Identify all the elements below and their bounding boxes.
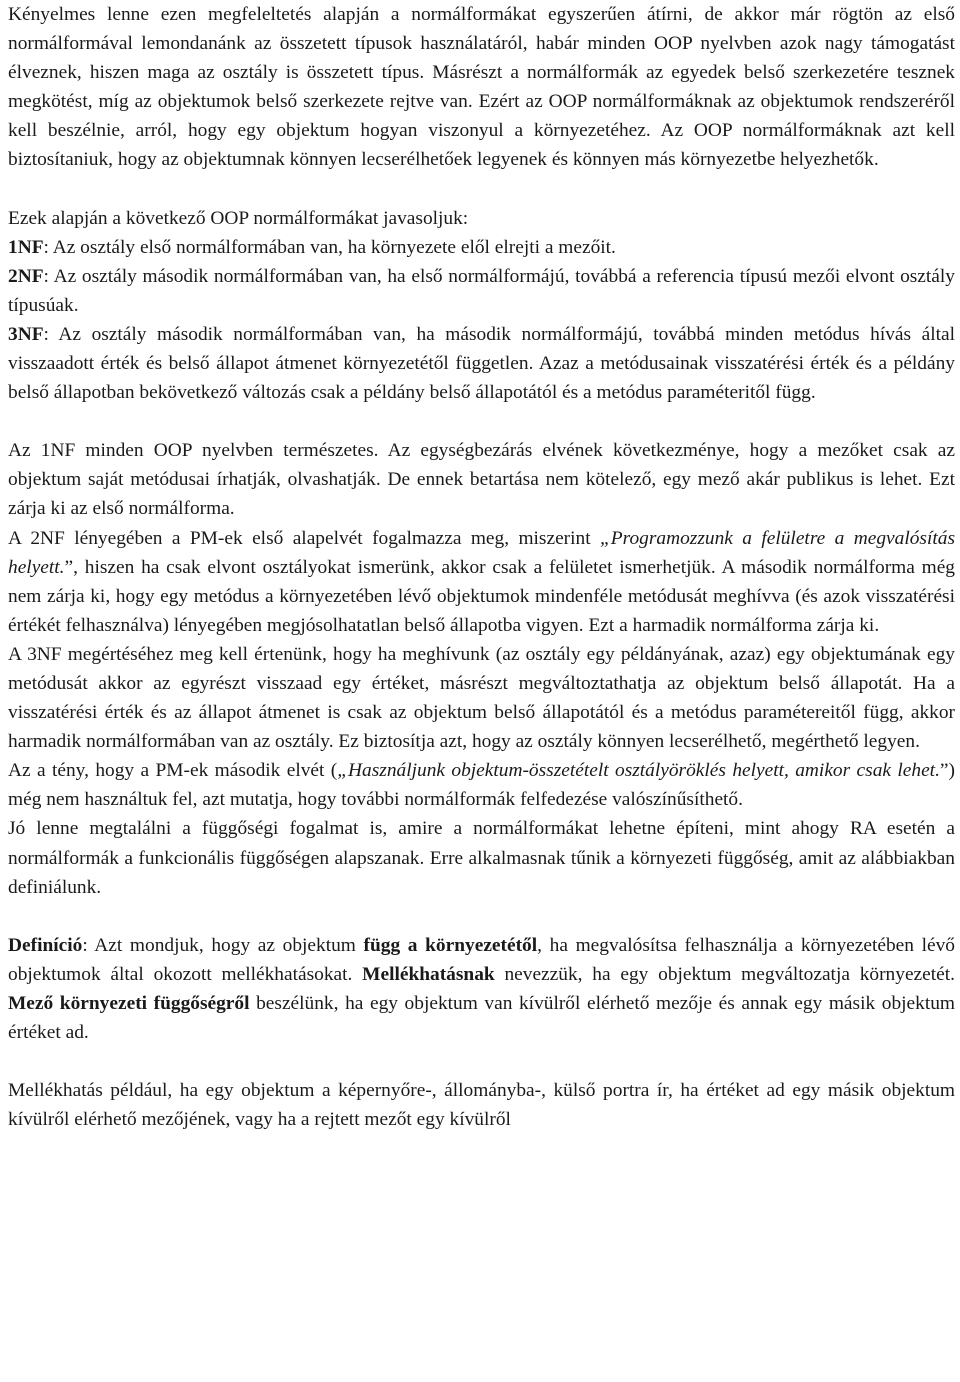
discussion-2-sentence-d: Ezt a harmadik normálforma zárja ki.	[588, 614, 880, 636]
intro-paragraph	[8, 0, 955, 175]
principle-quote-2: „Használjunk objektum-összetételt osztályöröklés helyett, amikor csak lehet.	[337, 760, 940, 782]
discussion-1-sentence-b: Az egységbezárás elvének következménye, hogy a mezőket csak az objektum saját metódusai írhatják, olvashatják.	[8, 440, 955, 491]
intro-sentence-3: Ezért az OOP normálformáknak az objektumok rendszeréről kell beszélnie, arról, hogy egy objektum hogyan viszonyul a környezetéhez.	[8, 91, 955, 142]
spacer	[8, 1047, 955, 1076]
definition-text-4: beszélünk, ha egy objektum van kívülről elérhető mezője és annak egy másik objektum értéket ad.	[8, 992, 955, 1043]
definition-term-side-effect: Mellékhatásnak	[362, 963, 495, 985]
discussion-3-sentence-a: A 3NF megértéséhez meg kell értenünk, hogy ha meghívunk (az osztály egy példányának, azaz) egy objektumának egy metódusát akkor az egyrészt visszaad egy értéket, másrészt megváltoztathatja az objektum belső állapotát.	[8, 643, 955, 694]
nf2-label: 2NF	[8, 265, 44, 287]
discussion-3-sentence-b: Ha a visszatérési érték és az állapot átmenet is csak az objektum belső állapotától és a metódus paramétereitől függ, akkor harmadik normálformában van az osztály.	[8, 672, 955, 753]
nf2-definition	[8, 262, 955, 320]
definition-paragraph	[8, 931, 955, 1047]
discussion-4-sentence-a: Az a tény, hogy a PM-ek második elvét (	[8, 760, 338, 782]
nf1-text: : Az osztály első normálformában van, ha környezete elől elrejti a mezőit.	[43, 236, 616, 258]
spacer	[8, 902, 955, 931]
discussion-3-sentence-c: Ez biztosítja azt, hogy az osztály könnyen lecserélhető, megérthető legyen.	[338, 731, 920, 753]
discussion-1-sentence-c: De ennek betartása nem kötelező, egy mező akár publikus is lehet.	[387, 469, 923, 491]
discussion-paragraph-5	[8, 814, 955, 901]
discussion-2-sentence-b: ”, hiszen ha csak elvont osztályokat ismerünk, akkor csak a felületet ismerhetjük.	[64, 556, 716, 578]
nf3-definition	[8, 320, 955, 407]
nf2-text: : Az osztály második normálformában van, ha első normálformájú, továbbá a referencia típusú mezői elvont osztály típusúak.	[8, 265, 955, 316]
definition-text-3: nevezzük, ha egy objektum megváltozatja környezetét.	[494, 963, 956, 985]
definition-text-1: : Azt mondjuk, hogy az objektum	[82, 934, 364, 956]
document-page	[8, 0, 955, 1134]
intro-sentence-2: Másrészt a normálformák az egyedek belső szerkezetére tesznek megkötést, míg az objektumok belső szerkezete rejtve van.	[8, 62, 955, 113]
nf1-definition	[8, 233, 955, 262]
definition-text-2: , ha megvalósítsa felhasználja a környezetében lévő objektumok által okozott mellékhatásokat.	[8, 934, 956, 985]
nf3-text: : Az osztály második normálformában van, ha második normálformájú, továbbá minden metódus hívás által visszaadott érték és belső állapot átmenet környezetétől független.	[8, 323, 955, 375]
intro-sentence-1: Kényelmes lenne ezen megfeleltetés alapján a normálformákat egyszerűen átírni, de akkor már rögtön az első normálformával lemondanánk az összetett típusok használatáról, habár minden OOP nyelvben azok nagy támogatást élveznek, hiszen maga az osztály is összetett típus.	[8, 4, 955, 84]
discussion-4-sentence-b: ”) még nem használtuk fel, azt mutatja, hogy további normálformák felfedezése valószínűsíthető.	[8, 760, 955, 811]
nf1-label: 1NF	[8, 236, 44, 258]
discussion-paragraph-4	[8, 756, 955, 814]
definition-label: Definíció	[8, 934, 83, 956]
spacer	[8, 175, 955, 204]
discussion-2-sentence-c: A második normálforma még nem zárja ki, hogy egy metódus a környezetében lévő objektumok mindenféle metódusát meghívva (és azok visszatérési értékét felhasználva) lényegében megjósolhatatlan belső állapotba vigyen.	[8, 556, 956, 636]
discussion-2-sentence-a: A 2NF lényegében a PM-ek első alapelvét fogalmazza meg, miszerint	[8, 527, 600, 549]
discussion-paragraph-1	[8, 436, 955, 523]
spacer	[8, 407, 955, 436]
principle-quote-1: „Programozzunk a felületre a megvalósítás helyett.	[8, 527, 955, 578]
discussion-5-sentence-b: Erre alkalmasnak tűnik a környezeti függőség, amit az alábbiakban definiálunk.	[8, 847, 955, 898]
nf3-explanation: Azaz a metódusainak visszatérési érték és a példány belső állapotban bekövetkező változás csak a példány belső állapotától és a metódus paraméteritől függ.	[8, 353, 956, 404]
discussion-paragraph-2	[8, 524, 955, 640]
intro-sentence-4: Az OOP normálformáknak azt kell biztosítaniuk, hogy az objektumnak könnyen lecserélhetőek legyenek és könnyen más környezetbe helyezhetők.	[8, 120, 955, 171]
nf3-label: 3NF	[8, 323, 44, 345]
closing-paragraph: Mellékhatás például, ha egy objektum a képernyőre-, állományba-, külső portra ír, ha értéket ad egy másik objektum kívülről elérhető mezőjének, vagy ha a rejtett mezőt egy kívülről	[8, 1080, 955, 1131]
discussion-5-sentence-a: Jó lenne megtalálni a függőségi fogalmat is, amire a normálformákat lehetne építeni, mint ahogy RA esetén a normálformák a funkcionális függőségen alapszanak.	[8, 818, 955, 869]
definition-term-environment-dependency: függ a környezetétől	[363, 934, 538, 956]
discussion-1-sentence-a: Az 1NF minden OOP nyelvben természetes.	[8, 440, 379, 462]
definition-term-field-dependency: Mező környezeti függőségről	[8, 992, 250, 1014]
proposal-lead: Ezek alapján a következő OOP normálformákat javasoljuk:	[8, 207, 469, 229]
discussion-paragraph-3	[8, 640, 955, 756]
discussion-1-sentence-d: Ezt zárja ki az első normálforma.	[8, 469, 955, 520]
